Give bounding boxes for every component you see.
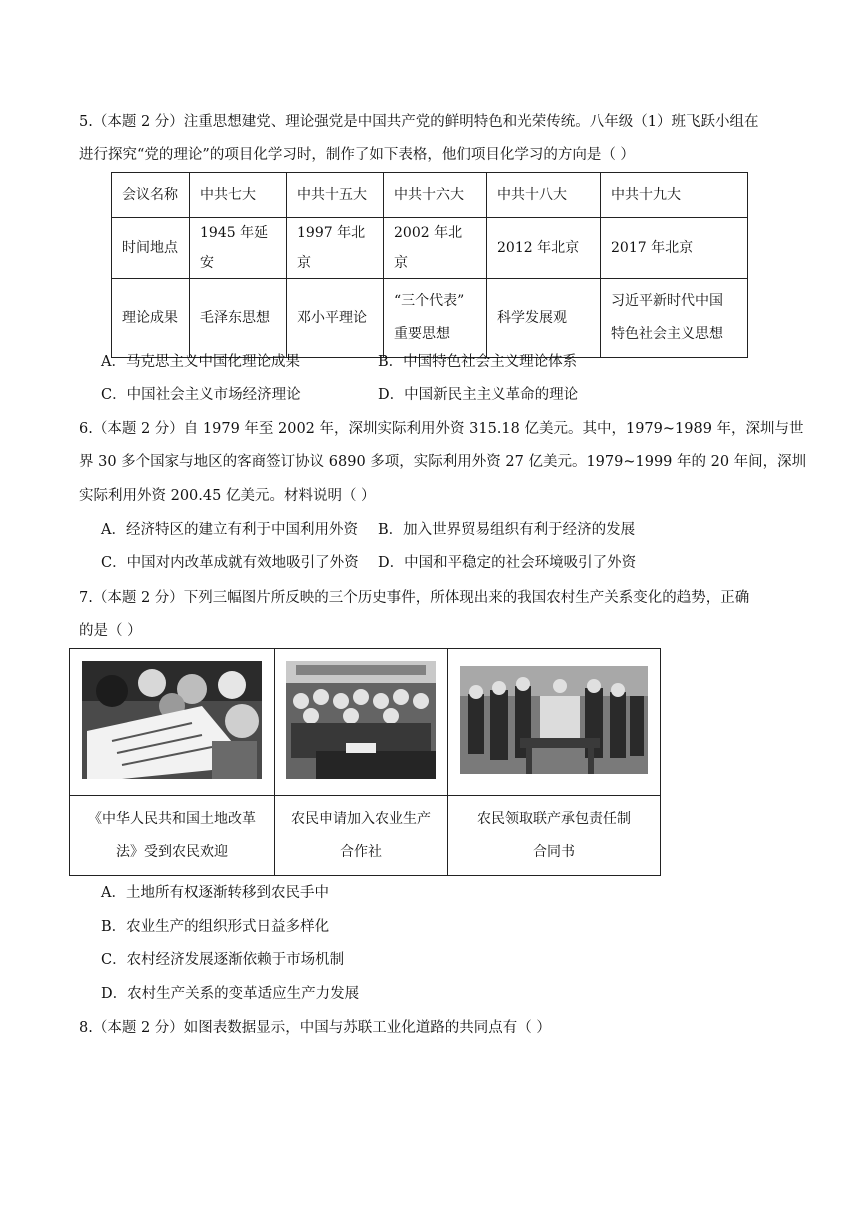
- cell-line: “三个代表”: [394, 293, 465, 309]
- q6-option-d: D．中国和平稳定的社会环境吸引了外资: [378, 555, 637, 571]
- table-cell: 邓小平理论: [287, 279, 384, 358]
- q8-stem-line1: 8.（本题 2 分）如图表数据显示，中国与苏联工业化道路的共同点有（ ）: [79, 1020, 551, 1036]
- q5-option-b: B．中国特色社会主义理论体系: [378, 354, 578, 370]
- caption-line: 法》受到农民欢迎: [116, 843, 228, 860]
- q5-stem-line1: 5.（本题 2 分）注重思想建党、理论强党是中国共产党的鲜明特色和光荣传统。八年级（1）班飞跃小组在: [79, 114, 759, 130]
- q6-stem-line3: 实际利用外资 200.45 亿美元。材料说明（ ）: [79, 488, 376, 504]
- photo-cell: [448, 649, 661, 796]
- q7-option-c: C．农村经济发展逐渐依赖于市场机制: [101, 952, 345, 968]
- history-photo-table: [69, 648, 661, 876]
- caption-line: 农民领取联产承包责任制: [477, 810, 631, 827]
- cell-line: 重要思想: [394, 326, 450, 342]
- q6-stem-line1: 6.（本题 2 分）自 1979 年至 2002 年，深圳实际利用外资 315.18 亿美元。其中，1979~1989 年，深圳与世: [79, 421, 804, 437]
- table-cell: 中共十九大: [601, 173, 748, 218]
- q7-option-a: A．土地所有权逐渐转移到农民手中: [101, 885, 329, 901]
- cell-line: 习近平新时代中国: [611, 293, 723, 309]
- q7-stem-line1: 7.（本题 2 分）下列三幅图片所反映的三个历史事件，所体现出来的我国农村生产关系变化的趋势，正确: [79, 590, 750, 606]
- caption-cell: [70, 796, 275, 876]
- table-cell: 会议名称: [112, 173, 190, 218]
- q5-option-a: A．马克思主义中国化理论成果: [101, 354, 300, 370]
- table-cell: 中共十五大: [287, 173, 384, 218]
- q7-stem-line2: 的是（ ）: [79, 623, 142, 639]
- table-cell: 中共七大: [190, 173, 287, 218]
- q5-option-c: C．中国社会主义市场经济理论: [101, 387, 301, 403]
- caption-line: 合作社: [340, 843, 382, 860]
- q6-option-b: B．加入世界贸易组织有利于经济的发展: [378, 522, 636, 538]
- contract-photo: [460, 666, 648, 774]
- table-cell: 科学发展观: [487, 279, 601, 358]
- cell-line: 特色社会主义思想: [611, 326, 723, 342]
- table-cell: 理论成果: [112, 279, 190, 358]
- caption-cell: [448, 796, 661, 876]
- photo-cell: [70, 649, 275, 796]
- caption-cell: [275, 796, 448, 876]
- table-row: [112, 218, 748, 279]
- photo-row: [70, 649, 661, 796]
- land-reform-photo: [82, 661, 262, 779]
- q6-option-c: C．中国对内改革成就有效地吸引了外资: [101, 555, 359, 571]
- q5-stem-line2: 进行探究“党的理论”的项目化学习时，制作了如下表格，他们项目化学习的方向是（ ）: [79, 147, 635, 163]
- table-cell: 1945 年延安: [190, 218, 287, 279]
- table-row: [112, 279, 748, 358]
- q6-stem-line2: 界 30 多个国家与地区的客商签订协议 6890 多项，实际利用外资 27 亿美元。1979~1999 年的 20 年间，深圳: [79, 454, 807, 470]
- table-cell: 时间地点: [112, 218, 190, 279]
- caption-line: 农民申请加入农业生产: [291, 810, 431, 827]
- photo-cell: [275, 649, 448, 796]
- party-theory-table: [111, 172, 748, 358]
- table-row: [112, 173, 748, 218]
- q7-option-b: B．农业生产的组织形式日益多样化: [101, 919, 330, 935]
- table-cell: 毛泽东思想: [190, 279, 287, 358]
- q6-option-a: A．经济特区的建立有利于中国利用外资: [101, 522, 358, 538]
- table-cell: [601, 279, 748, 358]
- cooperative-photo: [286, 661, 436, 779]
- caption-row: [70, 796, 661, 876]
- table-cell: 中共十八大: [487, 173, 601, 218]
- table-cell: 中共十六大: [384, 173, 487, 218]
- q7-option-d: D．农村生产关系的变革适应生产力发展: [101, 986, 360, 1002]
- table-cell: 2017 年北京: [601, 218, 748, 279]
- table-cell: 2012 年北京: [487, 218, 601, 279]
- table-cell: 2002 年北京: [384, 218, 487, 279]
- table-cell: [384, 279, 487, 358]
- caption-line: 合同书: [533, 843, 575, 860]
- table-cell: 1997 年北京: [287, 218, 384, 279]
- caption-line: 《中华人民共和国土地改革: [88, 810, 256, 827]
- q5-option-d: D．中国新民主主义革命的理论: [378, 387, 579, 403]
